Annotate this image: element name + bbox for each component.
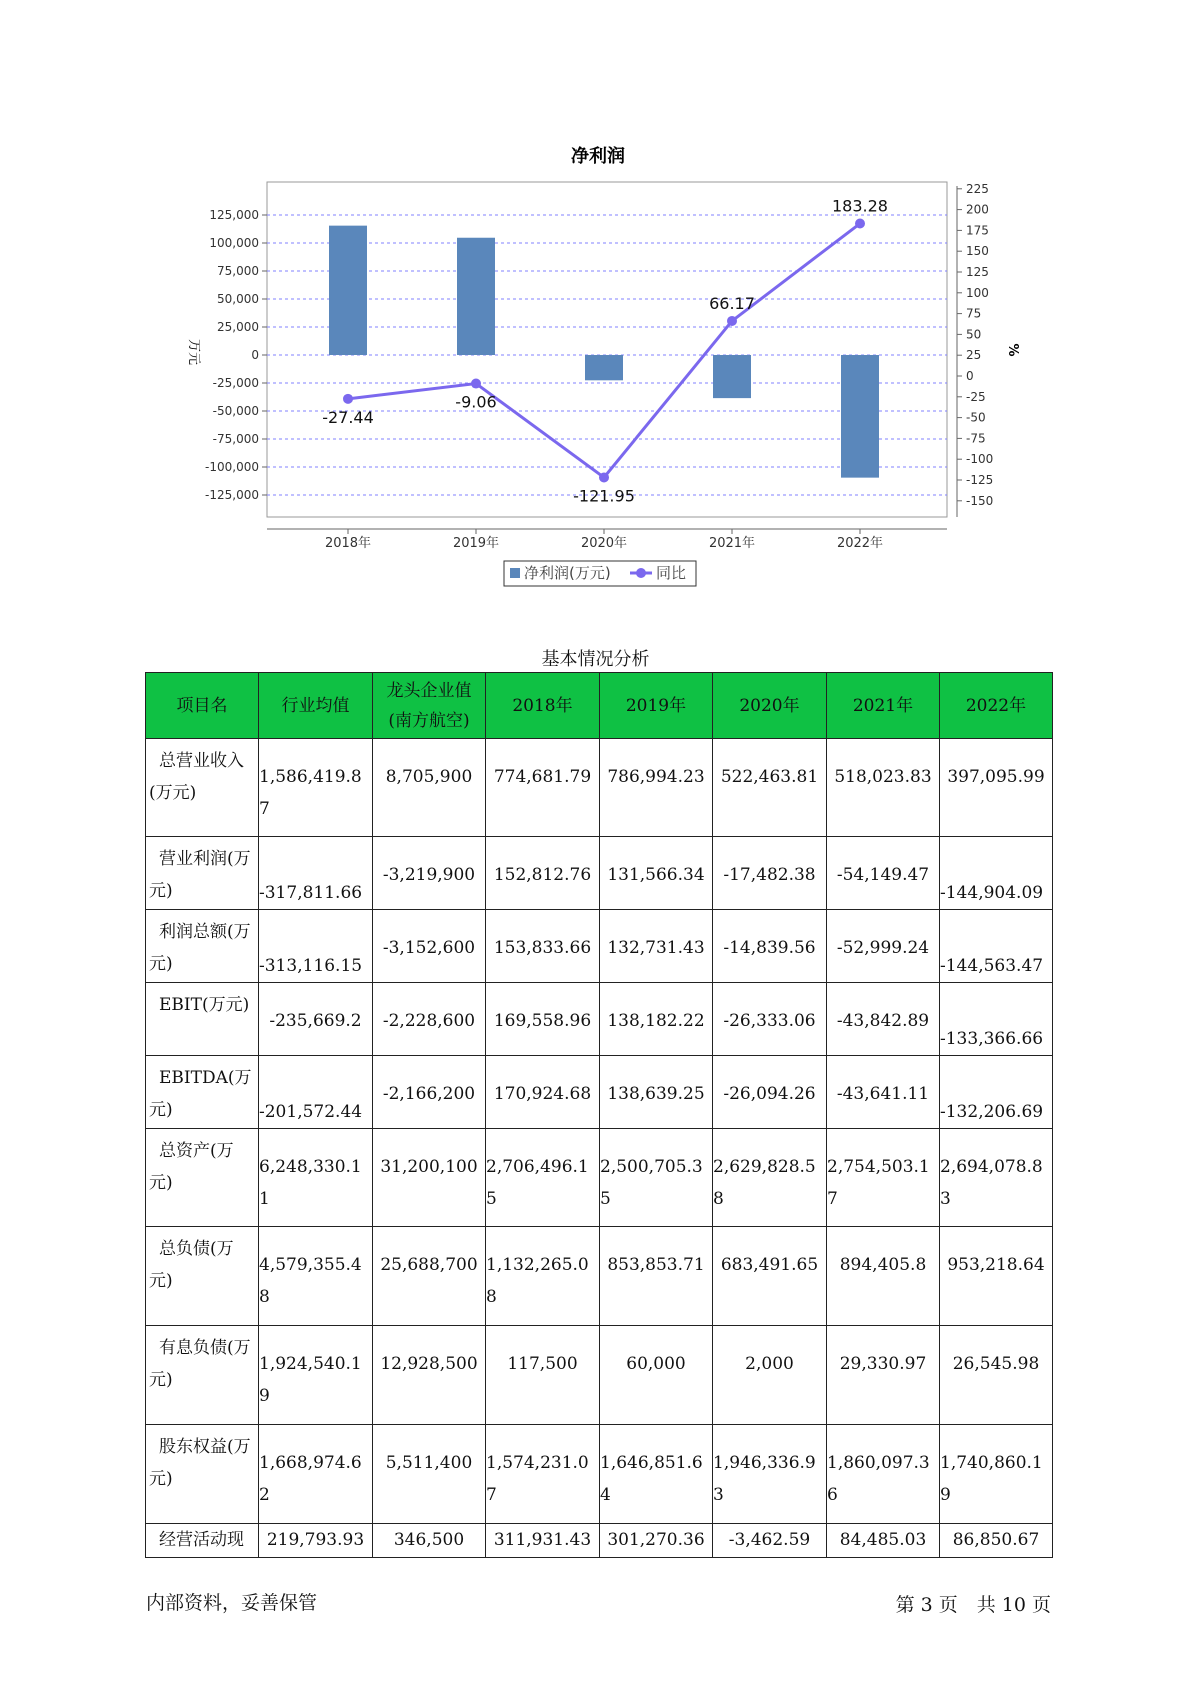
table-header-cell: 2022年 — [940, 673, 1053, 739]
y2-tick-label: -100 — [966, 452, 994, 467]
value-cell: -3,462.59 — [713, 1524, 827, 1558]
value-cell: 131,566.34 — [600, 837, 713, 910]
yoy-data-label: 183.28 — [832, 196, 888, 216]
row-name-cell: 总资产(万元) — [146, 1129, 259, 1227]
table-row — [146, 1056, 1053, 1129]
y-tick-label: 125,000 — [209, 208, 259, 222]
table-row — [146, 983, 1053, 1056]
yoy-point — [727, 316, 737, 326]
y2-axis-label: % — [1005, 343, 1020, 357]
value-cell: 311,931.43 — [486, 1524, 600, 1558]
y2-tick-label: 200 — [966, 202, 989, 217]
row-name-cell: 总营业收入(万元) — [146, 739, 259, 837]
y2-tick-label: 50 — [966, 327, 982, 342]
y-tick-label: -25,000 — [212, 376, 259, 390]
row-name-cell: 总负债(万元) — [146, 1227, 259, 1326]
value-cell: 2,629,828.58 — [713, 1129, 827, 1227]
value-cell: -3,152,600 — [373, 910, 486, 983]
table-row — [146, 910, 1053, 983]
value-cell: 1,924,540.19 — [259, 1326, 373, 1425]
value-cell: 2,706,496.15 — [486, 1129, 600, 1227]
value-cell: 8,705,900 — [373, 739, 486, 837]
value-cell: 117,500 — [486, 1326, 600, 1425]
value-cell: 683,491.65 — [713, 1227, 827, 1326]
y2-tick-label: 75 — [966, 306, 982, 321]
net-profit-chart — [0, 0, 1191, 600]
value-cell: 953,218.64 — [940, 1227, 1053, 1326]
value-cell: 60,000 — [600, 1326, 713, 1425]
value-cell: -144,563.47 — [940, 910, 1053, 983]
table-header-cell: 行业均值 — [259, 673, 373, 739]
y-axis-label: 万元 — [186, 338, 201, 366]
row-name-cell: 营业利润(万元) — [146, 837, 259, 910]
value-cell: -2,228,600 — [373, 983, 486, 1056]
legend-bar-swatch — [510, 568, 520, 578]
row-name-cell: 股东权益(万元) — [146, 1425, 259, 1524]
value-cell: 2,694,078.83 — [940, 1129, 1053, 1227]
legend-line-label: 同比 — [656, 564, 687, 582]
footer-page-number: 第 3 页 共 10 页 — [895, 1594, 1051, 1616]
value-cell: -43,842.89 — [827, 983, 940, 1056]
value-cell: 5,511,400 — [373, 1425, 486, 1524]
value-cell: 774,681.79 — [486, 739, 600, 837]
value-cell: 397,095.99 — [940, 739, 1053, 837]
table-header-cell: 2020年 — [713, 673, 827, 739]
bar — [585, 355, 623, 380]
chart-title: 净利润 — [571, 146, 625, 167]
y-tick-label: 25,000 — [217, 320, 259, 334]
value-cell: 1,646,851.64 — [600, 1425, 713, 1524]
value-cell: 138,639.25 — [600, 1056, 713, 1129]
value-cell: 169,558.96 — [486, 983, 600, 1056]
y-tick-label: -50,000 — [212, 404, 259, 418]
yoy-point — [343, 394, 353, 404]
y2-tick-label: 0 — [966, 369, 974, 383]
y-tick-label: 0 — [251, 348, 259, 362]
value-cell: -26,333.06 — [713, 983, 827, 1056]
value-cell: -317,811.66 — [259, 837, 373, 910]
y-tick-label: -75,000 — [212, 432, 259, 446]
y-tick-label: 100,000 — [209, 236, 259, 250]
value-cell: -144,904.09 — [940, 837, 1053, 910]
value-cell: 12,928,500 — [373, 1326, 486, 1425]
y2-tick-label: 125 — [966, 265, 989, 279]
value-cell: 138,182.22 — [600, 983, 713, 1056]
y2-tick-label: -75 — [966, 431, 986, 446]
yoy-data-label: -27.44 — [322, 407, 374, 427]
y2-tick-label: 175 — [966, 223, 989, 238]
row-name-cell: 有息负债(万元) — [146, 1326, 259, 1425]
y2-tick-label: 225 — [966, 181, 989, 196]
value-cell: 1,946,336.93 — [713, 1425, 827, 1524]
row-name-cell: 利润总额(万元) — [146, 910, 259, 983]
value-cell: 4,579,355.48 — [259, 1227, 373, 1326]
bar — [841, 355, 879, 478]
value-cell: 1,574,231.07 — [486, 1425, 600, 1524]
y-tick-label: 50,000 — [217, 292, 259, 306]
row-name-cell: 经营活动现 — [146, 1524, 259, 1558]
value-cell: 152,812.76 — [486, 837, 600, 910]
value-cell: 2,500,705.35 — [600, 1129, 713, 1227]
x-tick-label: 2020年 — [580, 536, 628, 551]
y2-tick-label: -50 — [966, 410, 986, 425]
x-tick-label: 2022年 — [836, 536, 884, 551]
value-cell: -17,482.38 — [713, 837, 827, 910]
bars — [329, 226, 879, 478]
value-cell: 25,688,700 — [373, 1227, 486, 1326]
y2-tick-label: 25 — [966, 348, 982, 363]
y2-tick-label: -25 — [966, 389, 986, 404]
value-cell: 1,740,860.19 — [940, 1425, 1053, 1524]
y-tick-label: 75,000 — [217, 264, 259, 278]
value-cell: 301,270.36 — [600, 1524, 713, 1558]
table-row — [146, 837, 1053, 910]
value-cell: 31,200,100 — [373, 1129, 486, 1227]
table-header-cell: 2019年 — [600, 673, 713, 739]
value-cell: 853,853.71 — [600, 1227, 713, 1326]
value-cell: 6,248,330.11 — [259, 1129, 373, 1227]
value-cell: 1,668,974.62 — [259, 1425, 373, 1524]
table-header-cell: 龙头企业值 (南方航空) — [373, 673, 486, 739]
value-cell: 170,924.68 — [486, 1056, 600, 1129]
value-cell: -54,149.47 — [827, 837, 940, 910]
y-tick-label: -100,000 — [205, 460, 259, 474]
bar — [713, 355, 751, 398]
value-cell: -235,669.2 — [259, 983, 373, 1056]
value-cell: 26,545.98 — [940, 1326, 1053, 1425]
value-cell: -201,572.44 — [259, 1056, 373, 1129]
legend-bar-label: 净利润(万元) — [524, 564, 611, 582]
table-row — [146, 1425, 1053, 1524]
value-cell: 29,330.97 — [827, 1326, 940, 1425]
value-cell: 86,850.67 — [940, 1524, 1053, 1558]
y2-tick-label: -125 — [966, 473, 994, 487]
value-cell: 2,754,503.17 — [827, 1129, 940, 1227]
row-name-cell: EBIT(万元) — [146, 983, 259, 1056]
value-cell: -313,116.15 — [259, 910, 373, 983]
table-row — [146, 1326, 1053, 1425]
legend — [504, 561, 696, 586]
value-cell: 522,463.81 — [713, 739, 827, 837]
yoy-point — [855, 219, 865, 229]
y2-tick-label: 150 — [966, 244, 989, 259]
table-title: 基本情况分析 — [541, 649, 650, 670]
y-tick-label: -125,000 — [205, 488, 259, 502]
value-cell: 518,023.83 — [827, 739, 940, 837]
x-tick-label: 2021年 — [708, 536, 756, 551]
yoy-data-label: 66.17 — [709, 293, 755, 313]
value-cell: 153,833.66 — [486, 910, 600, 983]
row-name-cell: EBITDA(万元) — [146, 1056, 259, 1129]
yoy-data-label: -121.95 — [573, 486, 635, 506]
value-cell: -52,999.24 — [827, 910, 940, 983]
y2-tick-label: 100 — [966, 285, 989, 300]
bar — [457, 238, 495, 355]
value-cell: 219,793.93 — [259, 1524, 373, 1558]
value-cell: -133,366.66 — [940, 983, 1053, 1056]
value-cell: -132,206.69 — [940, 1056, 1053, 1129]
yoy-data-label: -9.06 — [455, 392, 497, 412]
yoy-point — [471, 379, 481, 389]
value-cell: -14,839.56 — [713, 910, 827, 983]
value-cell: -43,641.11 — [827, 1056, 940, 1129]
yoy-point — [599, 472, 609, 482]
value-cell: -3,219,900 — [373, 837, 486, 910]
x-tick-label: 2018年 — [324, 536, 372, 551]
table-header-cell: 2021年 — [827, 673, 940, 739]
value-cell: 346,500 — [373, 1524, 486, 1558]
value-cell: 894,405.8 — [827, 1227, 940, 1326]
x-tick-label: 2019年 — [452, 536, 500, 551]
value-cell: 1,132,265.08 — [486, 1227, 600, 1326]
value-cell: 132,731.43 — [600, 910, 713, 983]
value-cell: -26,094.26 — [713, 1056, 827, 1129]
table-row — [146, 1129, 1053, 1227]
value-cell: 1,860,097.36 — [827, 1425, 940, 1524]
value-cell: 84,485.03 — [827, 1524, 940, 1558]
legend-line-marker — [636, 568, 646, 578]
analysis-table — [145, 672, 1053, 1558]
value-cell: 1,586,419.87 — [259, 739, 373, 837]
table-row — [146, 1227, 1053, 1326]
table-row — [146, 739, 1053, 837]
table-row — [146, 1524, 1053, 1558]
footer-confidential-note: 内部资料，妥善保管 — [146, 1592, 318, 1614]
table-header-cell: 2018年 — [486, 673, 600, 739]
value-cell: 786,994.23 — [600, 739, 713, 837]
table-header-cell: 项目名 — [146, 673, 259, 739]
table-header-row — [146, 673, 1053, 739]
value-cell: 2,000 — [713, 1326, 827, 1425]
y2-tick-label: -150 — [966, 493, 994, 508]
value-cell: -2,166,200 — [373, 1056, 486, 1129]
bar — [329, 226, 367, 355]
